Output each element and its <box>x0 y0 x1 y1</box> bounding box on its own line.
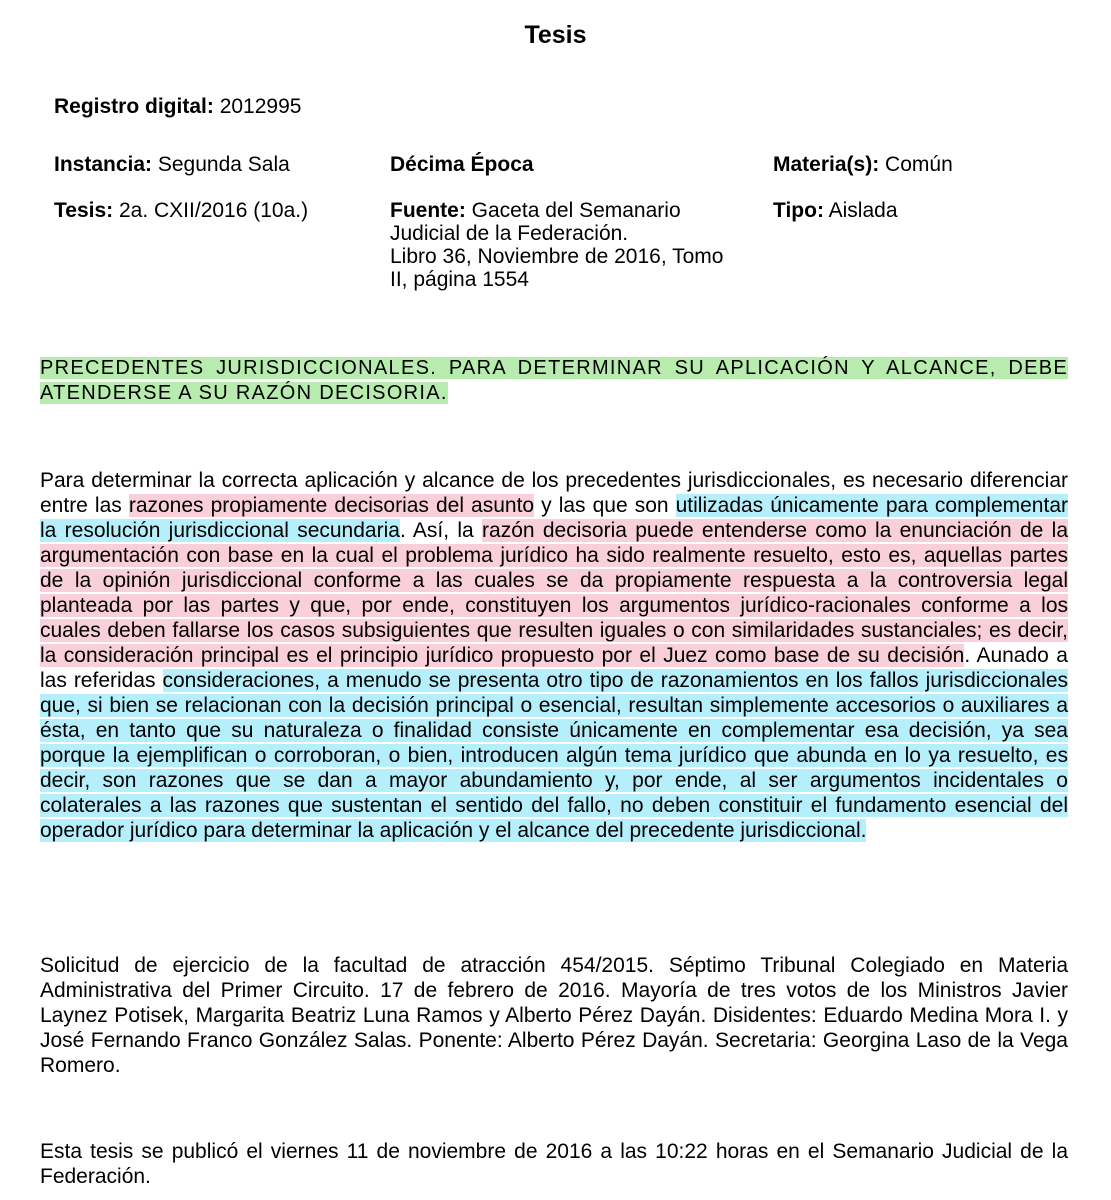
publicacion: Esta tesis se publicó el viernes 11 de noviembre de 2016 a las 10:22 horas en el Semanario Judicial de la Federación. <box>40 1140 1068 1188</box>
fuente-line4: II, página 1554 <box>390 268 529 291</box>
fuente-label: Fuente: <box>390 199 466 222</box>
registro-value: 2012995 <box>219 95 302 118</box>
instancia-label: Instancia: <box>54 153 153 176</box>
precedentes: Solicitud de ejercicio de la facultad de atracción 454/2015. Séptimo Tribunal Colegiado en Materia Administrativa del Primer Circuito. 17 de febrero de 2016. Mayoría de tres votos de los Ministros Javier Laynez Potisek, Margarita Beatriz Luna Ramos y Alberto Pérez Dayán. Disidentes: Eduardo Medina Mora I. y José Fernando Franco González Salas. Ponente: Alberto Pérez Dayán. Secretaria: Georgina Laso de la Vega Romero. <box>40 954 1068 1077</box>
tesis-value: 2a. CXII/2016 (10a.) <box>118 199 309 222</box>
tesis-body <box>40 468 1068 843</box>
fuente <box>390 199 770 291</box>
body-text-1: Para determinar la correcta aplicación y alcance de los precedentes jurisdiccionales, es necesario diferenciar entre las <box>40 469 1068 517</box>
tipo-label: Tipo: <box>773 199 824 222</box>
fuente-line2: Judicial de la Federación. <box>390 222 629 245</box>
fuente-line1: Gaceta del Semanario <box>471 199 681 222</box>
tipo-value: Aislada <box>828 199 898 222</box>
instancia-value: Segunda Sala <box>157 153 290 176</box>
body-text-2: y las que son <box>534 494 676 517</box>
fuente-line3: Libro 36, Noviembre de 2016, Tomo <box>390 245 724 268</box>
highlight-ratio-decidendi: razón decisoria puede entenderse como la enunciación de la argumentación con base en la cual el problema jurídico ha sido realmente resuelto, esto es, aquellas partes de la opinión jurisdiccional conforme a las cuales se da propiamente respuesta a la controversia legal planteada por las partes y que, por ende, constituyen los argumentos jurídico-racionales conforme a los cuales deben fallarse los casos subsiguientes que resulten iguales o con similaridades sustanciales; es decir, la consideración principal es el principio jurídico propuesto por el Juez como base de su decisión <box>40 519 1068 667</box>
epoca <box>390 153 534 176</box>
epoca-label: Décima Época <box>390 153 534 176</box>
materia-value: Común <box>885 153 953 176</box>
registro-digital <box>54 95 301 118</box>
body-text-3: . Así, la <box>399 519 483 542</box>
document-title: Tesis <box>524 21 587 49</box>
body-text-4: . Aunado a las referidas <box>40 644 1068 692</box>
tesis-label: Tesis: <box>54 199 114 222</box>
tipo <box>773 199 898 222</box>
tesis-number <box>54 199 308 222</box>
heading-highlight: PRECEDENTES JURISDICCIONALES. PARA DETERMINAR SU APLICACIÓN Y ALCANCE, DEBE ATENDERSE A SU RAZÓN DECISORIA. <box>40 357 1068 404</box>
highlight-decisive-reasons: razones propiamente decisorias del asunto <box>128 494 535 517</box>
instancia <box>54 153 290 176</box>
highlight-complementary-reasons: utilizadas únicamente para complementar la resolución jurisdiccional secundaria <box>40 494 1068 542</box>
highlight-obiter-dicta: consideraciones, a menudo se presenta otro tipo de razonamientos en los fallos jurisdiccionales que, si bien se relacionan con la decisión principal o esencial, resultan simplemente accesorios o auxiliares a ésta, en tanto que su naturaleza o finalidad consiste únicamente en complementar esa decisión, ya sea porque la ejemplifican o corroboran, o bien, introducen algún tema jurídico que abunda en lo ya resuelto, es decir, son razones que se dan a mayor abundamiento y, por ende, al ser argumentos incidentales o colaterales a las razones que sustentan el sentido del fallo, no deben constituir el fundamento esencial del operador jurídico para determinar la aplicación y el alcance del precedente jurisdiccional. <box>40 669 1069 842</box>
materia-label: Materia(s): <box>773 153 880 176</box>
tesis-heading <box>40 356 1068 406</box>
registro-label: Registro digital: <box>54 95 214 118</box>
materia <box>773 153 953 176</box>
